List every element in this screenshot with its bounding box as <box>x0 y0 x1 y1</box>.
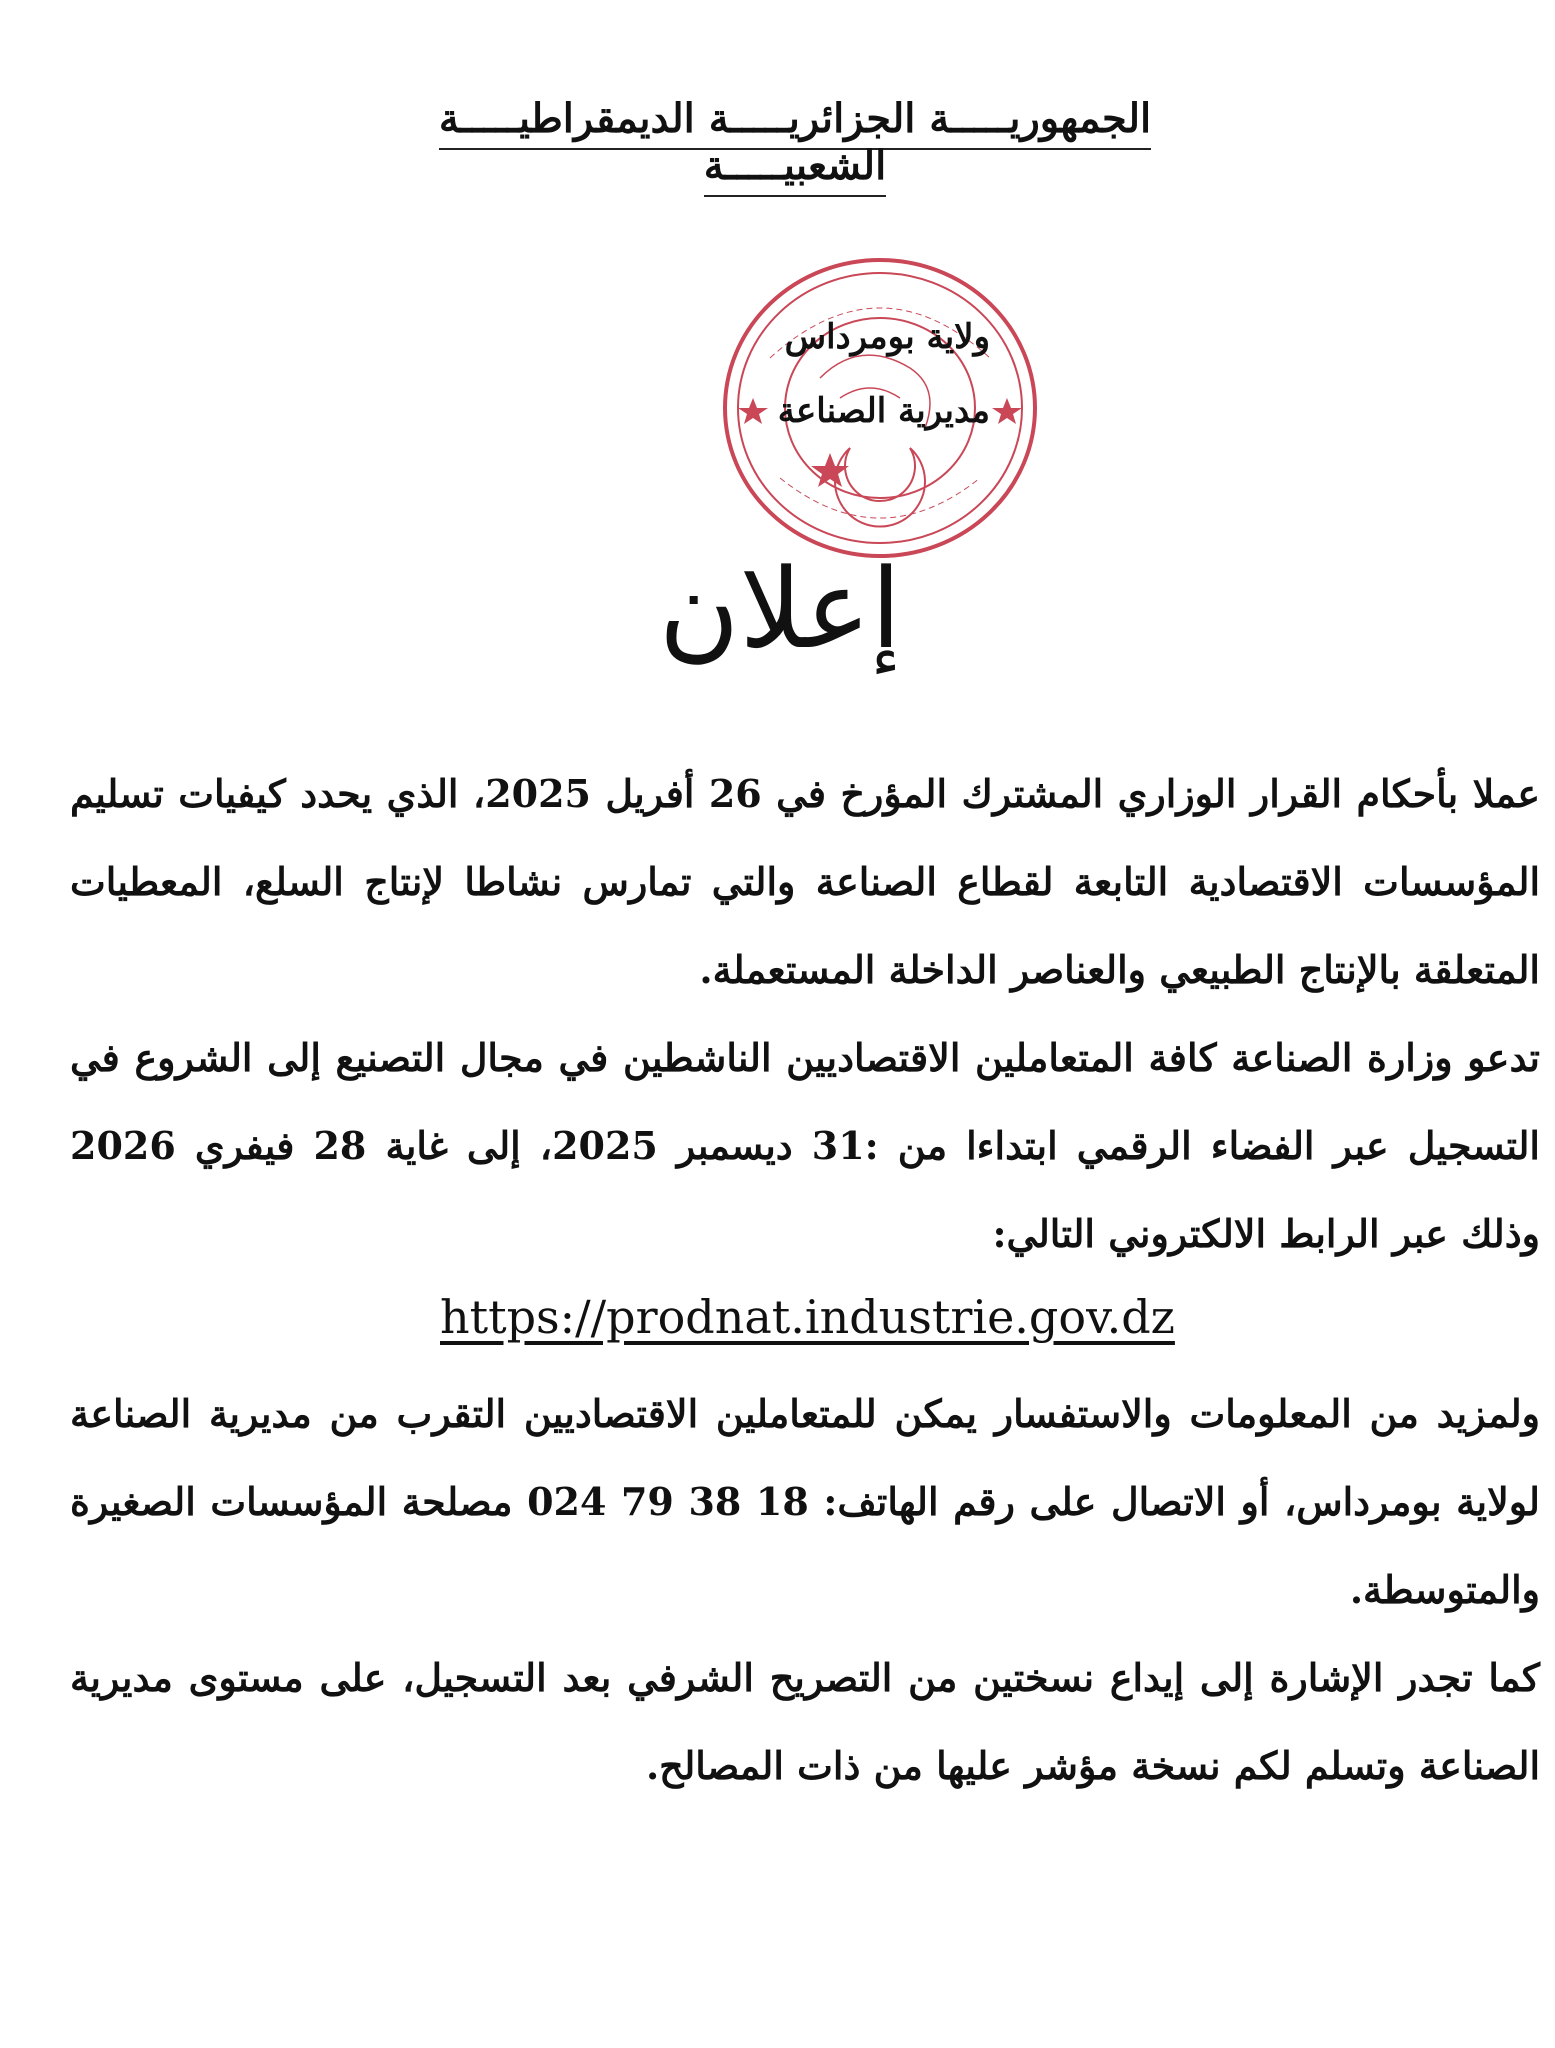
paragraph-declaration: كما تجدر الإشارة إلى إيداع نسختين من التصريح الشرفي بعد التسجيل، على مستوى مديرية الصناعة وتسلم لكم نسخة مؤشر عليها من ذات المصالح. <box>70 1655 1541 1788</box>
wilaya-name: ولاية بومرداس <box>784 317 990 357</box>
announcement-body-continued <box>70 1370 1540 1810</box>
registration-link[interactable]: https://prodnat.industrie.gov.dz <box>440 1290 1175 1344</box>
directorate-name: مديرية الصناعة <box>777 391 990 431</box>
paragraph-registration: تدعو وزارة الصناعة كافة المتعاملين الاقتصاديين الناشطين في مجال التصنيع إلى الشروع في التسجيل عبر الفضاء الرقمي ابتداءا من :31 ديسمبر 2025، إلى غاية 28 فيفري 2026 وذلك عبر الرابط الالكتروني التالي: <box>70 1035 1540 1256</box>
announcement-body <box>70 750 1540 1278</box>
paragraph-contact: ولمزيد من المعلومات والاستفسار يمكن للمتعاملين الاقتصاديين التقرب من مديرية الصناعة لولاية بومرداس، أو الاتصال على رقم الهاتف: 18 38 79 024 مصلحة المؤسسات الصغيرة والمتوسطة. <box>70 1391 1541 1612</box>
announcement-title: إعلان <box>658 545 902 673</box>
paragraph-decree: عملا بأحكام القرار الوزاري المشترك المؤرخ في 26 أفريل 2025، الذي يحدد كيفيات تسليم المؤسسات الاقتصادية التابعة لقطاع الصناعة والتي تمارس نشاطا لإنتاج السلع، المعطيات المتعلقة بالإنتاج الطبيعي والعناصر الداخلة المستعملة. <box>70 771 1540 992</box>
header-block <box>690 300 990 448</box>
republic-title <box>345 95 1245 189</box>
republic-title-text: الجمهوريـــــة الجزائريـــــة الديمقراطيـــــة الشعبيـــــة <box>439 95 1151 197</box>
